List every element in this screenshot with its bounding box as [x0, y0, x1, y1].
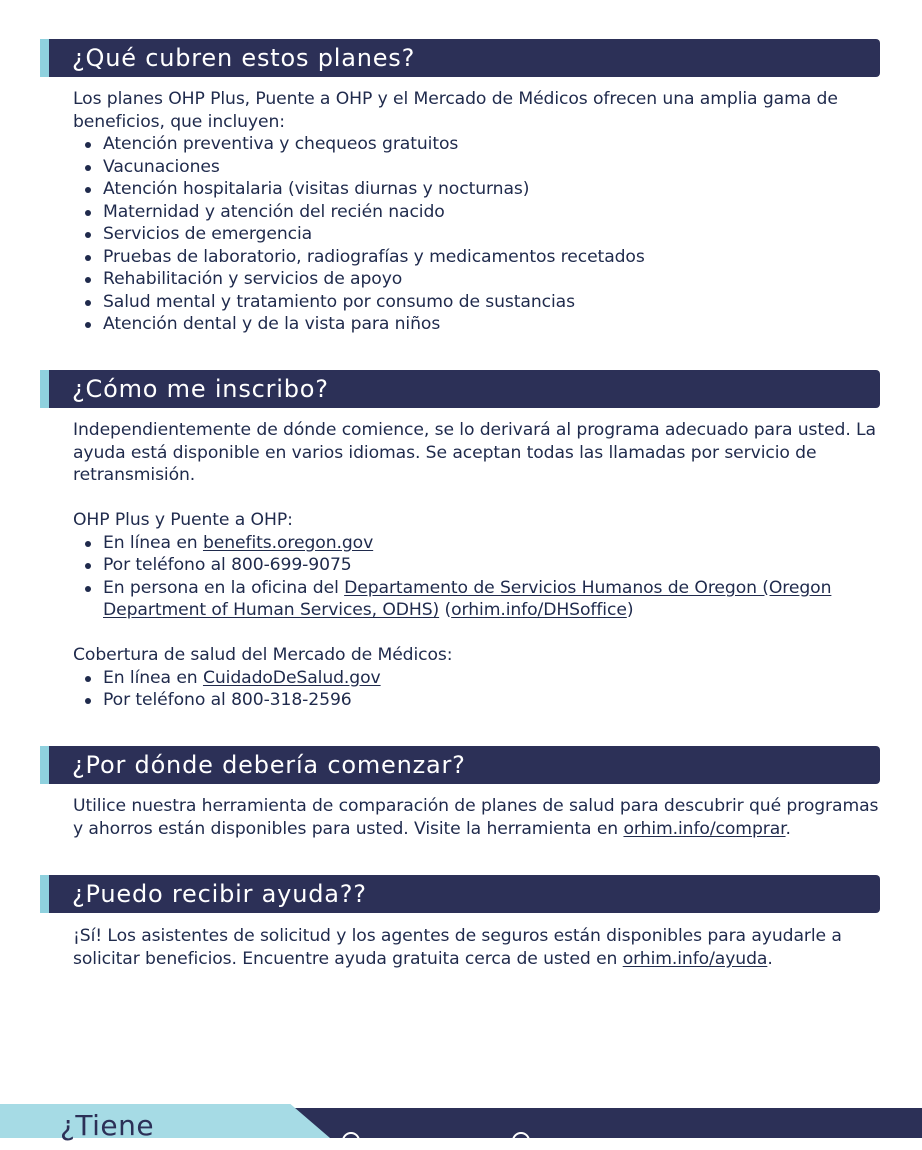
list-item: Pruebas de laboratorio, radiografías y medicamentos recetados: [73, 246, 883, 269]
market-list: [73, 667, 883, 712]
ohp-heading: OHP Plus y Puente a OHP:: [73, 510, 293, 530]
section-title: ¿Cómo me inscribo?: [72, 375, 329, 403]
section-title: ¿Por dónde debería comenzar?: [72, 751, 466, 779]
body-text: .: [785, 818, 791, 839]
section-header-start: [40, 746, 880, 784]
footer-title: ¿Tiene: [60, 1109, 155, 1142]
header-accent: [40, 39, 49, 77]
list-item: Maternidad y atención del recién nacido: [73, 201, 883, 224]
list-item: Servicios de emergencia: [73, 223, 883, 246]
list-item: Atención hospitalaria (visitas diurnas y nocturnas): [73, 178, 883, 201]
odhs-link[interactable]: Departamento de Servicios Humanos de Oregon (Oregon Department of Human Services, ODHS): [103, 577, 832, 620]
section-title: ¿Puedo recibir ayuda??: [72, 880, 367, 908]
list-item: Salud mental y tratamiento por consumo de sustancias: [73, 291, 883, 314]
coverage-list: [73, 133, 883, 336]
body-text: Utilice nuestra herramienta de comparación de planes de salud para descubrir qué programas y ahorros están disponibles para usted. Visite la herramienta en: [73, 796, 879, 839]
section-header-coverage: [40, 39, 880, 77]
section-title: ¿Qué cubren estos planes?: [72, 44, 416, 72]
list-item: [73, 532, 883, 555]
body-text: .: [767, 948, 773, 969]
help-text: [73, 925, 883, 970]
start-text: [73, 795, 883, 840]
header-accent: [40, 875, 49, 913]
ayuda-link[interactable]: orhim.info/ayuda: [622, 948, 768, 969]
coverage-body: [73, 88, 883, 336]
section-header-help: [40, 875, 880, 913]
header-accent: [40, 370, 49, 408]
web-icon: [512, 1132, 530, 1150]
item-text: (: [439, 600, 452, 620]
item-text: En persona en la oficina del: [103, 577, 345, 598]
list-item: Por teléfono al 800-699-9075: [73, 554, 883, 577]
phone-icon: [342, 1132, 360, 1150]
list-item: Atención dental y de la vista para niños: [73, 313, 883, 336]
list-item: Rehabilitación y servicios de apoyo: [73, 268, 883, 291]
list-item: [73, 667, 883, 690]
enroll-body: [73, 419, 883, 712]
enroll-intro: Independientemente de dónde comience, se lo derivará al programa adecuado para usted. La ayuda está disponible en varios idiomas. Se aceptan todas las llamadas por servicio de retransmisión.: [73, 420, 876, 485]
header-accent: [40, 746, 49, 784]
list-item: Vacunaciones: [73, 156, 883, 179]
comprar-link[interactable]: orhim.info/comprar: [623, 818, 786, 839]
help-body: [73, 925, 883, 970]
list-item: [73, 577, 883, 622]
section-header-enroll: [40, 370, 880, 408]
start-body: [73, 795, 883, 840]
footer-dark-band: [292, 1108, 922, 1138]
list-item: Atención preventiva y chequeos gratuitos: [73, 133, 883, 156]
cuidadodesalud-link[interactable]: CuidadoDeSalud.gov: [202, 667, 381, 688]
item-text: ): [626, 600, 634, 620]
list-item: Por teléfono al 800-318-2596: [73, 689, 883, 712]
item-text: En línea en: [103, 532, 203, 553]
footer-light-band: [0, 1104, 330, 1138]
item-text: En línea en: [103, 667, 203, 688]
market-heading: Cobertura de salud del Mercado de Médicos:: [73, 645, 453, 665]
ohp-list: [73, 532, 883, 622]
benefits-link[interactable]: benefits.oregon.gov: [202, 532, 374, 553]
body-text: ¡Sí! Los asistentes de solicitud y los agentes de seguros están disponibles para ayudarle a solicitar beneficios. Encuentre ayuda gratuita cerca de usted en: [73, 926, 842, 969]
coverage-intro: Los planes OHP Plus, Puente a OHP y el Mercado de Médicos ofrecen una amplia gama de beneficios, que incluyen:: [73, 89, 838, 132]
dhsoffice-link[interactable]: orhim.info/DHSoffice: [451, 600, 627, 620]
